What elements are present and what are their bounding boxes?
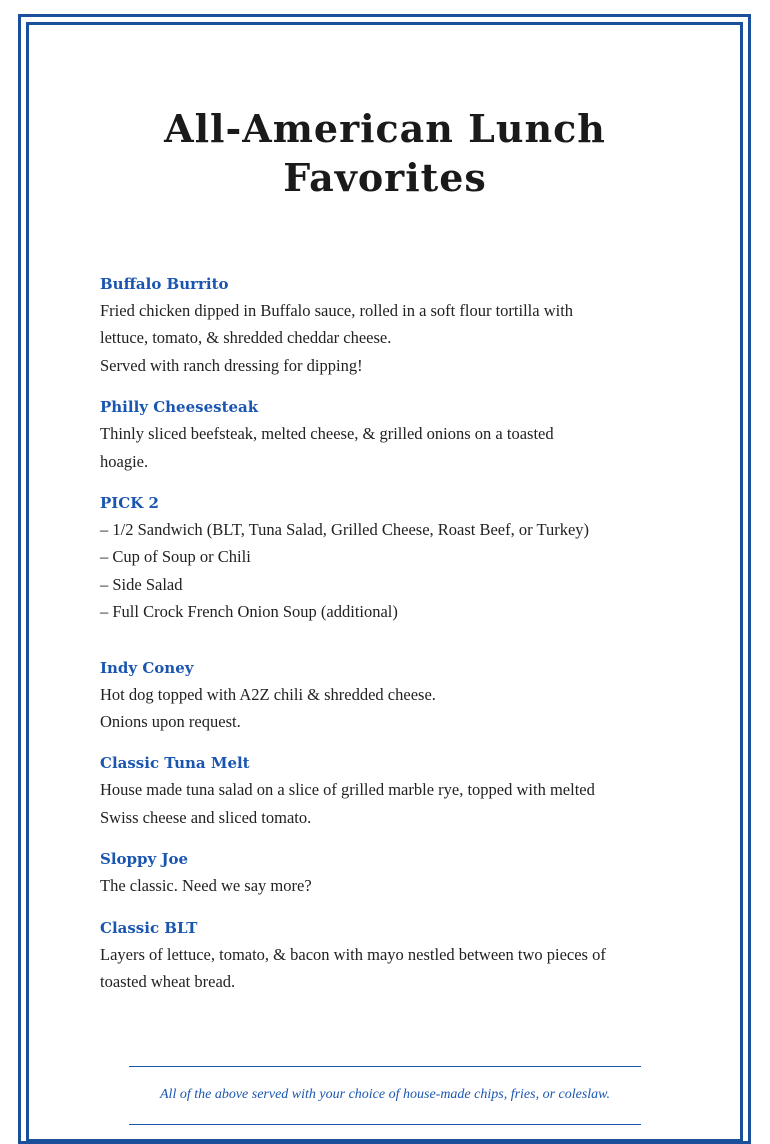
menu-item-name: Sloppy Joe: [100, 850, 189, 869]
menu-item: [100, 272, 680, 379]
menu-item-name: Indy Coney: [100, 658, 194, 677]
menu-item-name: PICK 2: [100, 494, 159, 513]
menu-item-description-line: – 1/2 Sandwich (BLT, Tuna Salad, Grilled Cheese, Roast Beef, or Turkey): [100, 520, 590, 540]
menu-item-description-line: – Side Salad: [100, 574, 183, 594]
menu-item-description-line: Fried chicken dipped in Buffalo sauce, rolled in a soft flour tortilla with: [100, 301, 574, 320]
menu-item-description-line: Served with ranch dressing for dipping!: [100, 355, 363, 375]
page-title: [0, 104, 770, 202]
page-title-line-1: All-American Lunch: [164, 106, 606, 151]
menu-item: [100, 491, 680, 626]
menu-item-description-line: hoagie.: [100, 451, 149, 471]
menu-item: [100, 847, 680, 899]
menu-item-description-line: Hot dog topped with A2Z chili & shredded cheese.: [100, 684, 436, 704]
menu-item-name: Classic Tuna Melt: [100, 754, 250, 773]
footer-note: All of the above served with your choice of house-made chips, fries, or coleslaw.: [160, 1087, 610, 1102]
menu-item-description-line: Thinly sliced beefsteak, melted cheese, & grilled onions on a toasted: [100, 424, 554, 444]
menu-item-description-line: – Full Crock French Onion Soup (additional): [100, 602, 398, 622]
page-title-line-2: Favorites: [283, 155, 487, 200]
footer-divider-top: [129, 1066, 641, 1067]
menu-item: [100, 916, 680, 996]
menu-item-description-line: lettuce, tomato, & shredded cheddar cheese.: [100, 328, 392, 348]
menu-item-description-line: The classic. Need we say more?: [100, 876, 312, 896]
menu-item: [100, 751, 680, 831]
menu-item-name: Classic BLT: [100, 918, 198, 937]
menu-item-description-line: – Cup of Soup or Chili: [100, 547, 251, 567]
menu-item-description-line: Swiss cheese and sliced tomato.: [100, 807, 312, 827]
menu-item-description-line: Onions upon request.: [100, 712, 241, 732]
menu-list: [100, 272, 680, 996]
menu-item-description-line: toasted wheat bread.: [100, 972, 236, 992]
menu-item-description-line: House made tuna salad on a slice of grilled marble rye, topped with melted: [100, 780, 595, 800]
menu-item: [100, 395, 680, 475]
menu-item-description-line: Layers of lettuce, tomato, & bacon with mayo nestled between two pieces of: [100, 944, 606, 964]
menu-item-name: Buffalo Burrito: [100, 275, 229, 293]
menu-item-name: Philly Cheesesteak: [100, 398, 259, 417]
menu-item: [100, 656, 680, 736]
